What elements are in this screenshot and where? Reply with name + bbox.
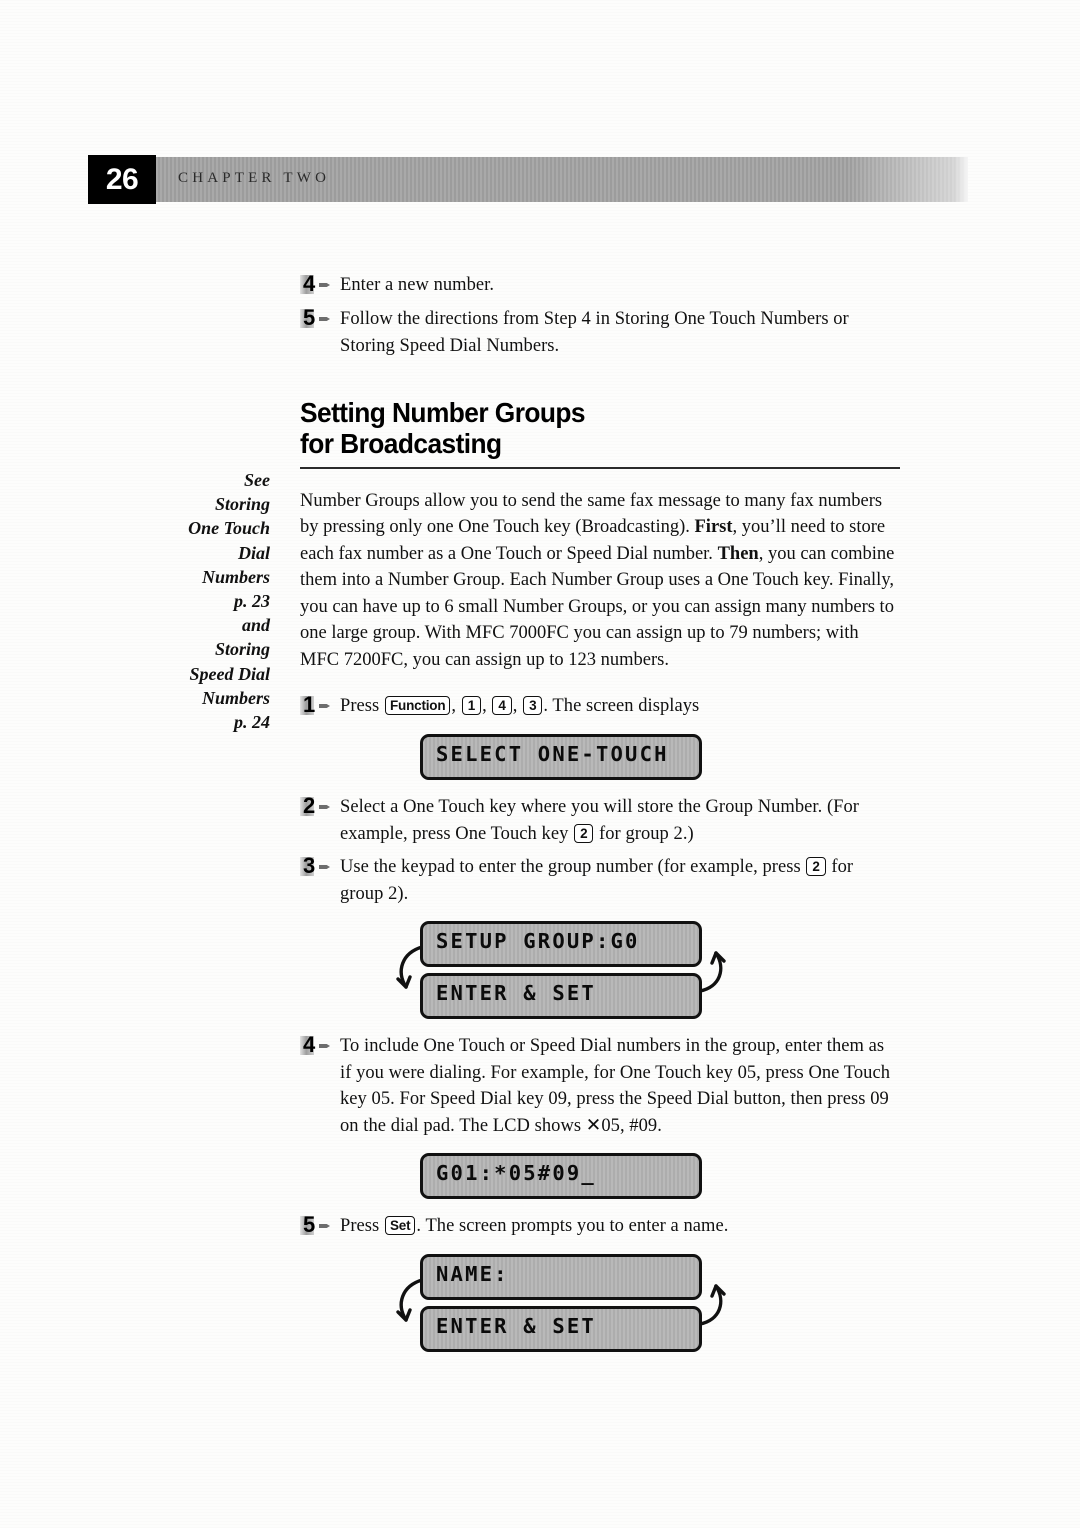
step-text-segment: Select a One Touch key where you will store the Group Number. (For example, press One Touch key xyxy=(340,797,860,844)
step-marker-icon xyxy=(300,306,340,333)
list-item xyxy=(300,1213,900,1240)
section-heading-line1: Setting Number Groups xyxy=(300,397,586,428)
margin-note-line: Speed Dial xyxy=(189,663,270,684)
step-text: Press Function , 1 , 4 , 3 . The screen displays xyxy=(340,696,700,716)
lcd-line: NAME: xyxy=(436,1262,509,1286)
step-text-segment: . The screen prompts you to enter a name. xyxy=(416,1216,729,1236)
list-item xyxy=(300,854,900,907)
paragraph-segment: , you can combine them into a Number Group. Each Number Group uses a One Touch key. Finally, you can have up to 6 small Number Groups, or you can assign many numbers to one large group. With MFC 7000FC you can assign up to 79 numbers; with MFC 7200FC, you can assign up to 123 numbers. xyxy=(300,543,895,670)
paragraph-segment: , you’ll need to store each fax number as a One Touch or Speed Dial number. xyxy=(300,517,886,564)
lcd-line: ENTER & SET xyxy=(436,1314,596,1338)
margin-note-line: Storing xyxy=(214,494,270,515)
header-band-fade xyxy=(848,157,968,202)
keycap-function: Function xyxy=(385,696,450,715)
lcd-panel xyxy=(420,921,702,967)
step-number: 3 xyxy=(303,853,316,878)
chapter-label: CHAPTER TWO xyxy=(178,170,331,186)
step-number: 4 xyxy=(303,1032,316,1057)
lcd-line: G01:*05#09_ xyxy=(436,1161,596,1185)
step-number: 4 xyxy=(303,271,316,296)
lcd-panel xyxy=(420,1254,702,1300)
lcd-display-group-select-one-touch xyxy=(420,734,702,780)
page-number-badge: 26 xyxy=(88,155,156,204)
step-text: Follow the directions from Step 4 in Storing One Touch Numbers or Storing Speed Dial Numbers. xyxy=(340,309,849,356)
lcd-line: ENTER & SET xyxy=(436,981,596,1005)
section-paragraph xyxy=(300,488,900,674)
main-content-column xyxy=(300,272,900,1366)
step-text-segment: Use the keypad to enter the group number (for example, press xyxy=(340,857,806,877)
arrow-icon xyxy=(319,317,330,321)
step-number: 2 xyxy=(303,793,316,818)
lcd-panel xyxy=(420,734,702,780)
step-number: 5 xyxy=(303,1212,316,1237)
heading-divider xyxy=(300,467,900,469)
step-text-segment: Press xyxy=(340,696,384,716)
paragraph-emphasis-then: Then xyxy=(717,543,759,564)
step-marker-icon xyxy=(300,1033,340,1060)
step-text-segment: for group 2). xyxy=(340,857,854,904)
arrow-icon xyxy=(319,865,330,869)
lcd-line: SELECT ONE-TOUCH xyxy=(436,742,669,766)
step-number: 1 xyxy=(303,692,316,717)
arrow-icon xyxy=(319,283,330,287)
list-item xyxy=(300,1033,900,1139)
step-text-segment: . The screen displays xyxy=(543,696,700,716)
lcd-display-group-setup-group xyxy=(420,921,702,1019)
paragraph-segment: Number Groups allow you to send the same fax message to many fax numbers by pressing only one One Touch key (Broadcasting). xyxy=(300,490,883,537)
margin-note-line: p. 23 xyxy=(234,591,270,612)
step-text xyxy=(340,854,900,907)
list-item xyxy=(300,306,900,359)
step-number: 5 xyxy=(303,305,316,330)
step-text xyxy=(340,1213,900,1240)
arrow-icon xyxy=(319,805,330,809)
keycap-set: Set xyxy=(385,1216,415,1235)
step-text-segment: for group 2.) xyxy=(594,823,694,844)
margin-note xyxy=(120,468,270,734)
margin-note-line: p. 24 xyxy=(234,712,270,733)
margin-note-line: Numbers xyxy=(201,687,270,708)
step-text xyxy=(340,794,900,847)
list-item xyxy=(300,794,900,847)
arrow-icon xyxy=(319,1044,330,1048)
arrow-icon xyxy=(319,704,330,708)
keycap-2: 2 xyxy=(574,824,593,843)
paragraph-emphasis-first: First xyxy=(694,517,733,537)
keycap-4: 4 xyxy=(492,696,511,715)
lcd-panel xyxy=(420,1153,702,1199)
step-marker-icon xyxy=(300,794,340,821)
step-marker-icon xyxy=(300,854,340,881)
keycap-2: 2 xyxy=(806,857,825,876)
margin-note-line: See xyxy=(244,470,270,490)
section-heading-line2: for Broadcasting xyxy=(300,428,502,459)
list-item xyxy=(300,272,900,299)
margin-note-line: One Touch xyxy=(188,518,270,539)
margin-note-line: Dial xyxy=(237,542,270,563)
step-marker-icon xyxy=(300,1213,340,1240)
keycap-1: 1 xyxy=(462,696,481,715)
lcd-panel xyxy=(420,973,702,1019)
step-marker-icon xyxy=(300,693,340,720)
arrow-icon xyxy=(319,1224,330,1228)
margin-note-line: and xyxy=(241,615,270,636)
step-text: Enter a new number. xyxy=(340,275,495,295)
list-item xyxy=(300,693,900,720)
section-heading xyxy=(300,397,864,459)
step-marker-icon xyxy=(300,272,340,299)
lcd-panel xyxy=(420,1306,702,1352)
keycap-3: 3 xyxy=(523,696,542,715)
lcd-line: SETUP GROUP:G0 xyxy=(436,929,640,953)
margin-note-line: Numbers xyxy=(201,566,270,587)
step-text-segment: Press xyxy=(340,1216,384,1236)
margin-note-line: Storing xyxy=(214,639,270,660)
lcd-display-group-group-entry xyxy=(420,1153,702,1199)
lcd-display-group-name-prompt xyxy=(420,1254,702,1352)
step-text: To include One Touch or Speed Dial numbers in the group, enter them as if you were dialing. For example, for One Touch key 05, press One Touch key 05. For Speed Dial key 09, press the Speed Dial button, then press 09 on the dial pad. The LCD shows ✕05, #09. xyxy=(340,1036,891,1136)
